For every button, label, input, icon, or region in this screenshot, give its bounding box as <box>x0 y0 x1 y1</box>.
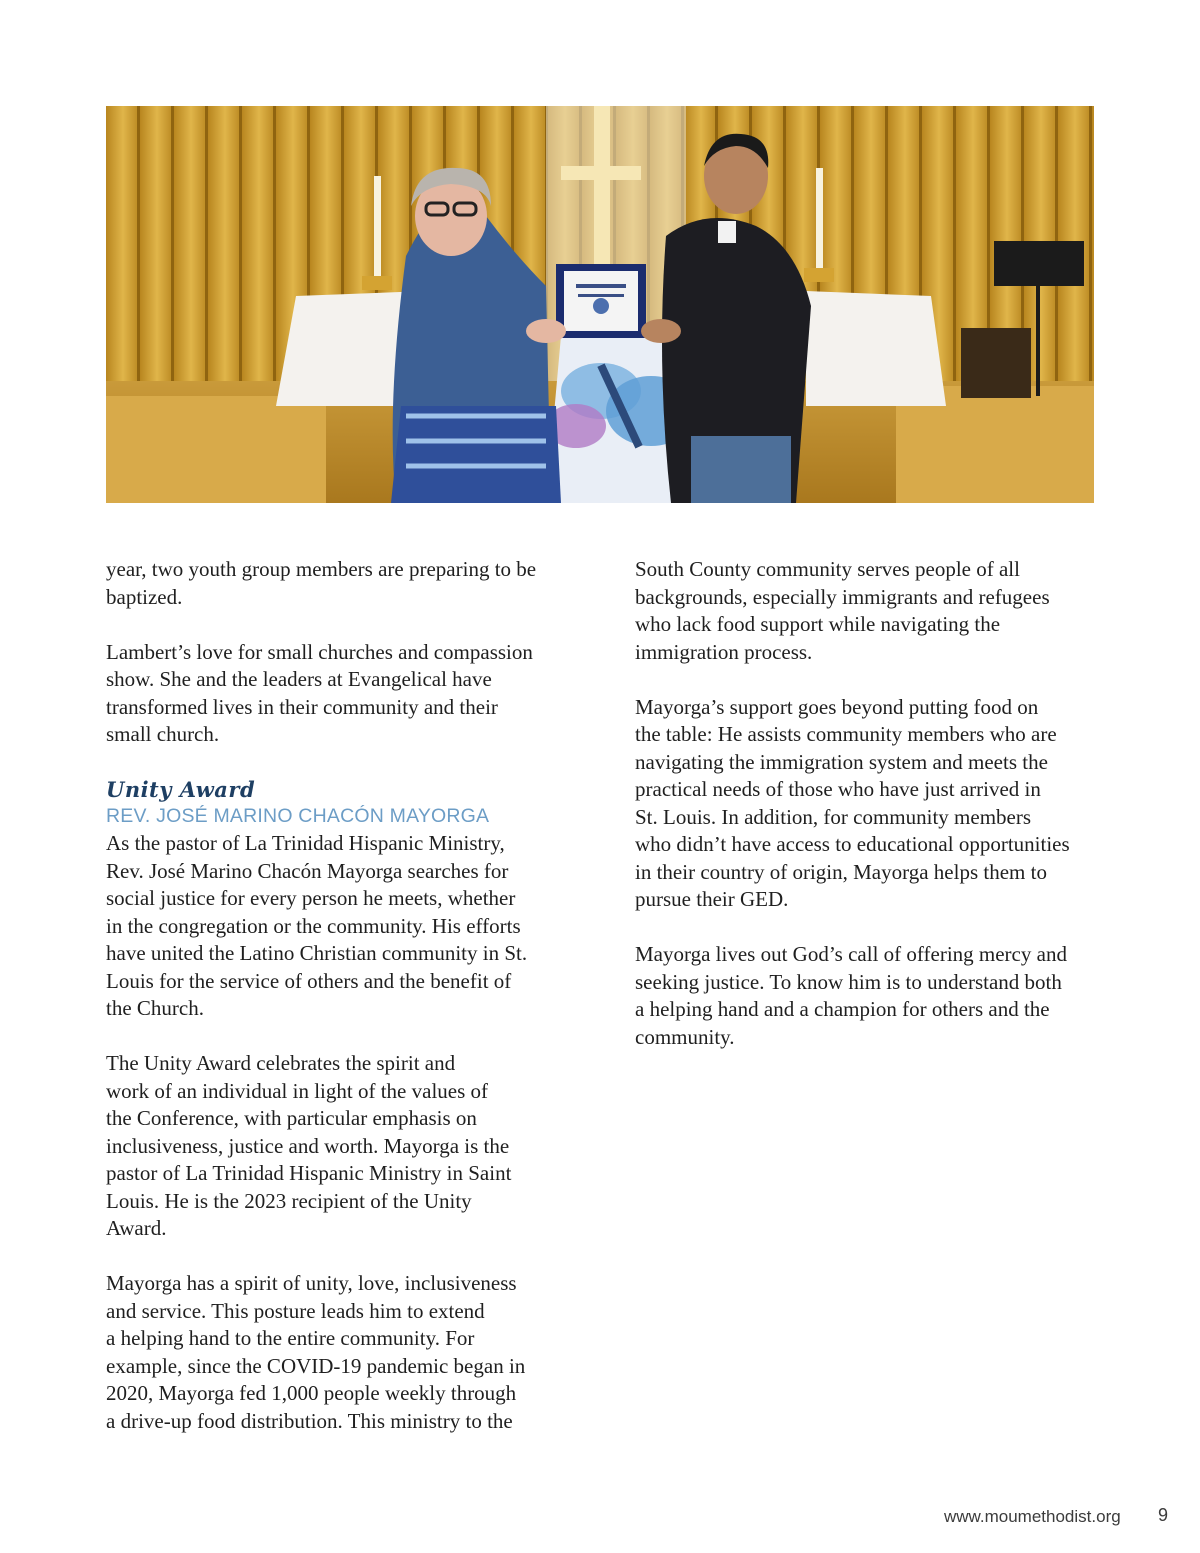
body-paragraph: South County community serves people of all backgrounds, especially immigrants and refugees who lack food support while navigating the immigration process. <box>635 557 1050 664</box>
honoree-name: REV. JOSÉ MARINO CHACÓN MAYORGA <box>106 805 490 827</box>
body-paragraph: Mayorga has a spirit of unity, love, inclusiveness and service. This posture leads him to extend a helping hand to the entire community. For example, since the COVID-19 pandemic began in 2020, Mayorga fed 1,000 people weekly through a drive-up food distribution. This ministry to the <box>106 1271 526 1433</box>
body-paragraph: Mayorga lives out God’s call of offering mercy and seeking justice. To know him is to understand both a helping hand and a champion for others and the community. <box>635 942 1067 1049</box>
left-column <box>106 556 576 1463</box>
right-column <box>635 556 1105 1079</box>
website-link[interactable]: www.moumethodist.org <box>944 1507 1121 1526</box>
award-photo-illustration <box>106 106 1094 503</box>
body-paragraph: As the pastor of La Trinidad Hispanic Ministry, Rev. José Marino Chacón Mayorga searches for social justice for every person he meets, whether in the congregation or the community. His efforts have united the Latino Christian community in St. Louis for the service of others and the benefit of the Church. <box>106 831 528 1020</box>
body-paragraph: year, two youth group members are preparing to be baptized. <box>106 557 537 609</box>
section-heading: Unity Award <box>106 777 256 802</box>
body-paragraph: Mayorga’s support goes beyond putting food on the table: He assists community members who are navigating the immigration system and meets the practical needs of those who have just arrived in St. Louis. In addition, for community members who didn’t have access to educational opportunities in their country of origin, Mayorga helps them to pursue their GED. <box>635 694 1070 911</box>
body-paragraph: The Unity Award celebrates the spirit and work of an individual in light of the values of the Conference, with particular emphasis on inclusiveness, justice and worth. Mayorga is the pastor of La Trinidad Hispanic Ministry in Saint Louis. He is the 2023 recipient of the Unity Award. <box>106 1051 512 1240</box>
body-paragraph: Lambert’s love for small churches and compassion show. She and the leaders at Evangelical have transformed lives in their community and their small church. <box>106 639 533 746</box>
award-photo <box>106 106 1094 503</box>
page-number: 9 <box>1158 1505 1169 1525</box>
